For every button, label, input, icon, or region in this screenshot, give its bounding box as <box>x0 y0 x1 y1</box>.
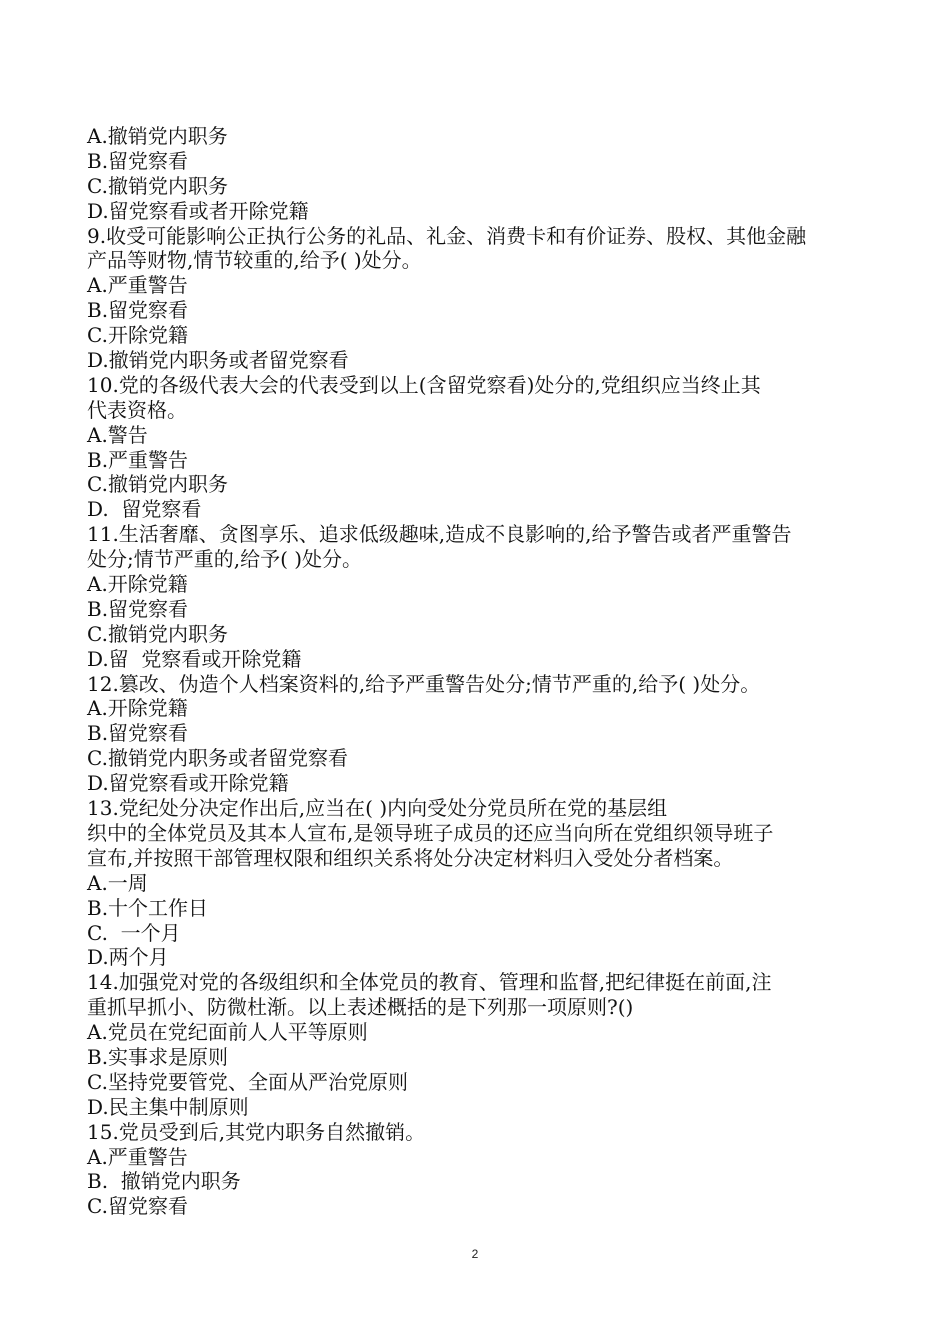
option-line: B.留党察看 <box>87 596 189 621</box>
option-line: A.严重警告 <box>87 273 188 298</box>
option-line: D. 留党察看 <box>87 497 202 522</box>
question-line: 12.篡改、伪造个人档案资料的,给予严重警告处分;情节严重的,给予( )处分。 <box>87 671 761 696</box>
option-line: C.撤销党内职务或者留党察看 <box>87 746 348 771</box>
option-line: C.撤销党内职务 <box>87 621 228 646</box>
option-line: C.坚持党要管党、全面从严治党原则 <box>87 1069 408 1094</box>
option-line: A.党员在党纪面前人人平等原则 <box>87 1020 368 1045</box>
question-line: 10.党的各级代表大会的代表受到以上(含留党察看)处分的,党组织应当终止其 <box>87 372 761 397</box>
page-number: 2 <box>471 1247 479 1261</box>
question-line: 9.收受可能影响公正执行公务的礼品、礼金、消费卡和有价证券、股权、其他金融 <box>87 223 807 248</box>
question-line: 代表资格。 <box>87 397 187 422</box>
option-line: A.开除党籍 <box>87 696 188 721</box>
text-line: B.留党察看 <box>87 148 189 173</box>
option-line: D.民主集中制原则 <box>87 1094 249 1119</box>
text-line: D.留党察看或者开除党籍 <box>87 198 309 223</box>
option-line: C.开除党籍 <box>87 323 188 348</box>
option-line: D.留 党察看或开除党籍 <box>87 646 302 671</box>
option-line: B.实事求是原则 <box>87 1044 229 1069</box>
page-body <box>87 124 877 1219</box>
question-line: 14.加强党对党的各级组织和全体党员的教育、管理和监督,把纪律挺在前面,注 <box>87 970 772 995</box>
option-line: B.留党察看 <box>87 721 189 746</box>
option-line: D.撤销党内职务或者留党察看 <box>87 348 349 373</box>
option-line: C.撤销党内职务 <box>87 472 228 497</box>
option-line: D.留党察看或开除党籍 <box>87 771 289 796</box>
text-line: A.撤销党内职务 <box>87 124 228 148</box>
question-line: 15.党员受到后,其党内职务自然撤销。 <box>87 1119 426 1144</box>
question-line: 织中的全体党员及其本人宣布,是领导班子成员的还应当向所在党组织领导班子 <box>87 820 774 845</box>
question-line: 重抓早抓小、防微杜渐。以上表述概括的是下列那一项原则?() <box>87 995 634 1020</box>
option-line: B.严重警告 <box>87 447 189 472</box>
option-line: A.一周 <box>87 870 148 895</box>
option-line: A.警告 <box>87 422 148 447</box>
question-line: 产品等财物,情节较重的,给予( )处分。 <box>87 248 422 273</box>
option-line: C.留党察看 <box>87 1194 188 1219</box>
question-line: 处分;情节严重的,给予( )处分。 <box>87 547 363 572</box>
option-line: B. 撤销党内职务 <box>87 1169 241 1194</box>
option-line: B.留党察看 <box>87 298 189 323</box>
question-line: 13.党纪处分决定作出后,应当在( )内向受处分党员所在党的基层组 <box>87 796 668 821</box>
question-line: 宣布,并按照干部管理权限和组织关系将处分决定材料归入受处分者档案。 <box>87 845 734 870</box>
option-line: B.十个工作日 <box>87 895 209 920</box>
option-line: D.两个月 <box>87 945 169 970</box>
option-line: A.开除党籍 <box>87 572 188 597</box>
option-line: C. 一个月 <box>87 920 181 945</box>
text-line: C.撤销党内职务 <box>87 173 228 198</box>
option-line: A.严重警告 <box>87 1144 188 1169</box>
question-line: 11.生活奢靡、贪图享乐、追求低级趣味,造成不良影响的,给予警告或者严重警告 <box>87 522 792 547</box>
